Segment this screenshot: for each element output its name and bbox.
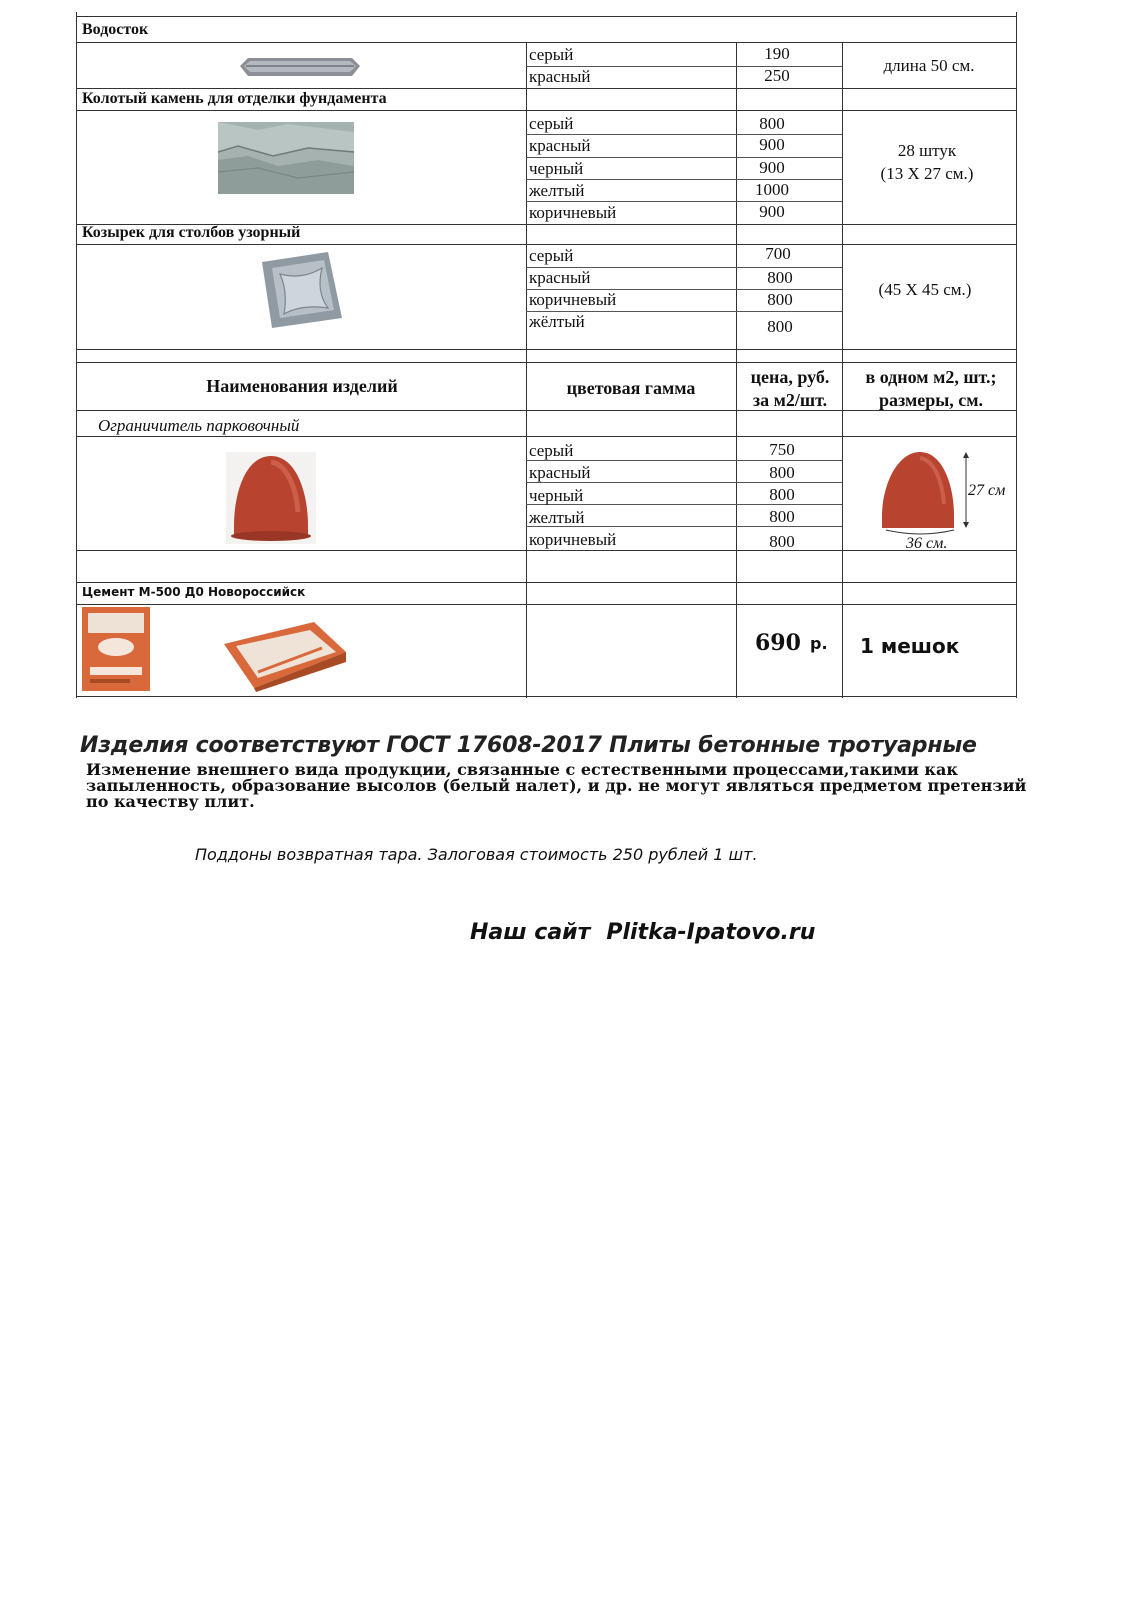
parking-color-3: черный: [529, 486, 584, 505]
header-size-line2: размеры, см.: [878, 390, 984, 410]
stone-price-5: 900: [759, 202, 785, 221]
site-domain: Plitka-Ipatovo.ru: [606, 920, 816, 945]
gutter-size: длина 50 см.: [883, 56, 975, 75]
gutter-price-1: 190: [764, 44, 790, 63]
parking-color-5: коричневый: [529, 530, 617, 549]
stone-size: (13 Х 27 см.): [880, 164, 974, 183]
cement-unit: 1 мешок: [860, 634, 960, 658]
cap-size: (45 Х 45 см.): [878, 280, 972, 299]
gutter-color-2: красный: [529, 67, 591, 86]
cement-currency: р.: [810, 634, 828, 653]
bollard-width: 36 см.: [906, 535, 948, 552]
parking-color-4: желтый: [529, 508, 585, 527]
site-line: [470, 920, 815, 945]
cap-color-2: красный: [529, 268, 591, 287]
site-label: Наш сайт: [470, 920, 591, 945]
parking-price-2: 800: [769, 463, 795, 482]
parking-color-2: красный: [529, 463, 591, 482]
parking-price-3: 800: [769, 485, 795, 504]
cap-color-1: серый: [529, 246, 574, 265]
cap-price-2: 800: [767, 268, 793, 287]
stone-color-4: желтый: [529, 181, 585, 200]
header-size-line1: в одном м2, шт.;: [865, 367, 997, 387]
parking-color-1: серый: [529, 441, 574, 460]
parking-price-4: 800: [769, 507, 795, 526]
stone-image: [218, 122, 354, 194]
cap-color-4: жёлтый: [529, 312, 585, 331]
header-colors: цветовая гамма: [566, 378, 696, 398]
pallets-note: Поддоны возвратная тара. Залоговая стоимость 250 рублей 1 шт.: [195, 845, 758, 864]
stone-price-4: 1000: [755, 180, 789, 199]
cement-bag-front-image: [80, 605, 152, 693]
bollard-dimension-image: [876, 450, 972, 534]
gutter-image: [240, 52, 360, 80]
header-price-line2: за м2/шт.: [752, 390, 828, 410]
parking-price-5: 800: [769, 532, 795, 551]
cement-title: Цемент М-500 Д0 Новороссийск: [82, 585, 306, 599]
gutter-price-2: 250: [764, 66, 790, 85]
cement-bag-image: [218, 618, 350, 692]
stone-count: 28 штук: [897, 141, 957, 160]
cap-price-4: 800: [767, 317, 793, 336]
stone-color-2: красный: [529, 136, 591, 155]
stone-color-1: серый: [529, 114, 574, 133]
cap-price-1: 700: [765, 244, 791, 263]
gutter-color-1: серый: [529, 45, 574, 64]
bollard-height: 27 см: [968, 482, 1006, 499]
stone-price-1: 800: [759, 114, 785, 133]
stone-title: Колотый камень для отделки фундамента: [82, 90, 387, 107]
stone-price-3: 900: [759, 158, 785, 177]
stone-price-2: 900: [759, 135, 785, 154]
header-name: Наименования изделий: [206, 376, 398, 396]
header-price-line1: цена, руб.: [750, 367, 830, 387]
stone-color-3: черный: [529, 159, 584, 178]
stone-color-5: коричневый: [529, 203, 617, 222]
parking-title: Ограничитель парковочный: [98, 416, 300, 435]
cement-price: 690: [755, 630, 801, 656]
gutter-title: Водосток: [82, 21, 149, 38]
parking-price-1: 750: [769, 440, 795, 459]
cap-color-3: коричневый: [529, 290, 617, 309]
disclaimer-text: Изменение внешнего вида продукции, связанные с естественными процессами,такими как запыленность, образование высолов (белый налет), и др. не могут являться предметом претензий по качеству плит.: [86, 760, 1027, 811]
bollard-image: [226, 452, 316, 544]
cap-image: [258, 248, 346, 332]
cap-price-3: 800: [767, 290, 793, 309]
standard-heading: Изделия соответствуют ГОСТ 17608-2017 Плиты бетонные тротуарные: [80, 733, 977, 758]
cap-title: Козырек для столбов узорный: [82, 224, 301, 241]
